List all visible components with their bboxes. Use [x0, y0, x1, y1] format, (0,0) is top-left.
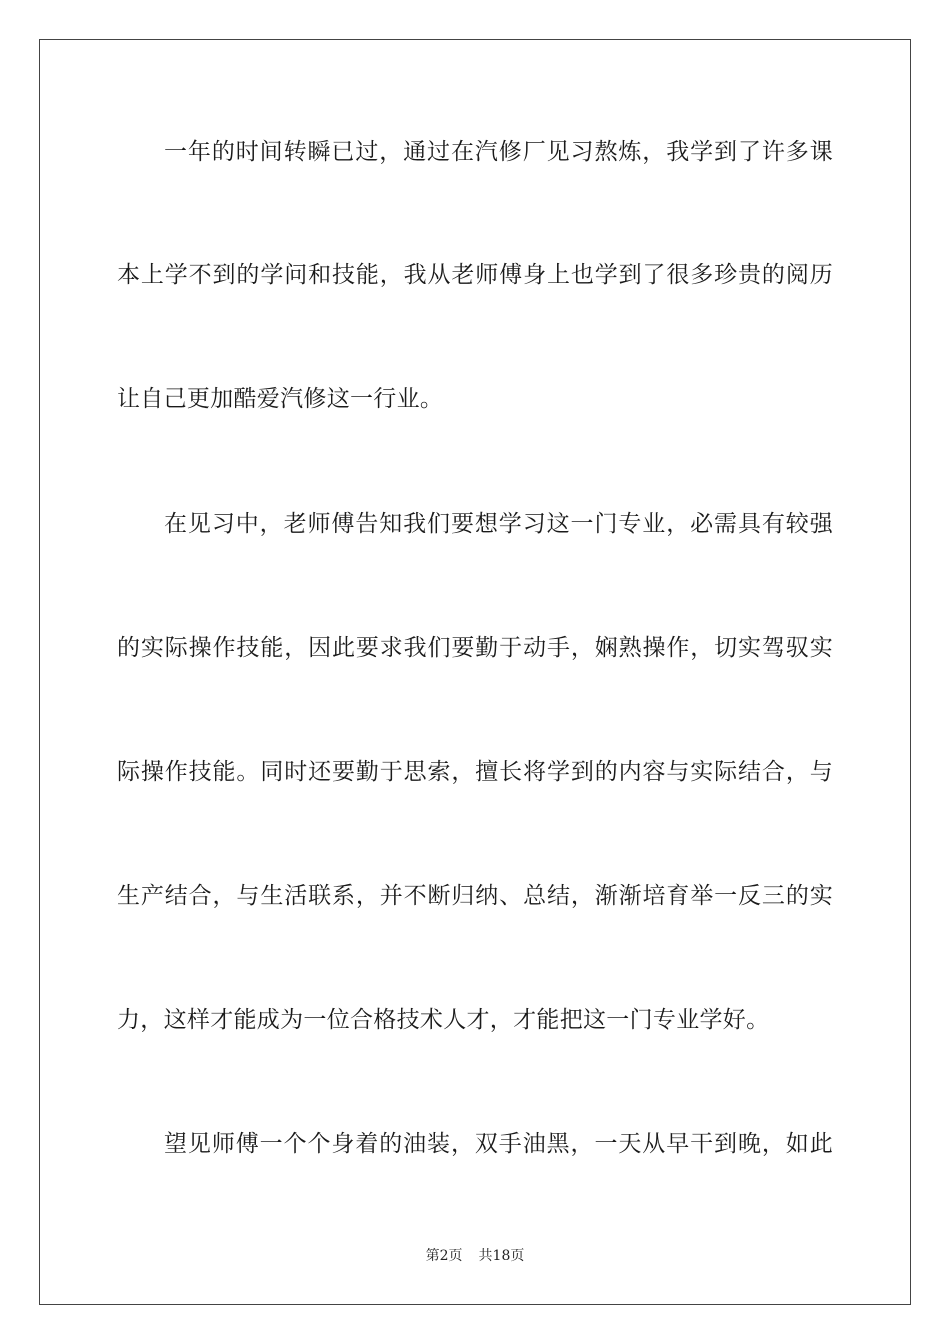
paragraph-2-line-4: 生产结合，与生活联系，并不断归纳、总结，渐渐培育举一反三的实: [117, 883, 833, 909]
page-total: 共18页: [478, 1248, 525, 1264]
paragraph-2-line-3: 际操作技能。同时还要勤于思索，擅长将学到的内容与实际结合，与: [117, 759, 833, 785]
paragraph-1-line-3: 让自己更加酷爱汽修这一行业。: [117, 386, 444, 412]
paragraph-2-line-5: 力，这样才能成为一位合格技术人才，才能把这一门专业学好。: [117, 1007, 770, 1033]
page-number: 第2页: [425, 1248, 463, 1264]
paragraph-1-line-1: 一年的时间转瞬已过，通过在汽修厂见习熬炼，我学到了许多课: [164, 139, 833, 165]
paragraph-3-line-1: 望见师傅一个个身着的油装，双手油黑，一天从早干到晚，如此: [164, 1131, 833, 1157]
paragraph-2-line-1: 在见习中，老师傅告知我们要想学习这一门专业，必需具有较强: [164, 511, 833, 537]
paragraph-1-line-2: 本上学不到的学问和技能，我从老师傅身上也学到了很多珍贵的阅历: [117, 262, 833, 288]
page-footer: [0, 1247, 950, 1265]
paragraph-2-line-2: 的实际操作技能，因此要求我们要勤于动手，娴熟操作，切实驾驭实: [117, 635, 833, 661]
page-border: [39, 39, 911, 1305]
